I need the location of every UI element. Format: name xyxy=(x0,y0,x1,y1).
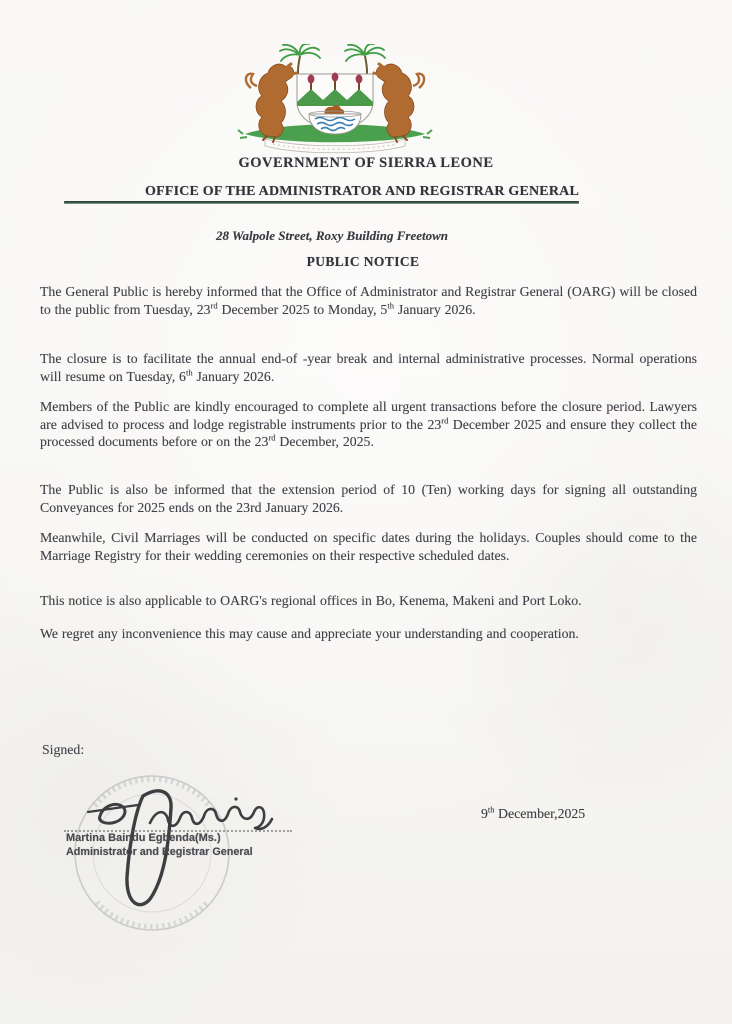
office-address: 28 Walpole Street, Roxy Building Freetown xyxy=(215,228,449,243)
office-heading: OFFICE OF THE ADMINISTRATOR AND REGISTRAR GENERAL xyxy=(144,184,580,199)
heading-underline xyxy=(64,201,579,204)
notice-paragraph: Meanwhile, Civil Marriages will be conducted on specific dates during the holidays. Couples should come to the Marriage Registry for their wedding ceremonies on their respective scheduled dates. xyxy=(40,530,697,563)
notice-paragraph: This notice is also applicable to OARG's regional offices in Bo, Kenema, Makeni and Port Loko. xyxy=(40,593,582,608)
signatory-title: Administrator and Registrar General xyxy=(66,846,253,858)
notice-date: 9th December,2025 xyxy=(481,804,586,821)
notice-paragraph: The Public is also be informed that the extension period of 10 (Ten) working days for signing all outstanding Conveyances for 2025 ends on the 23rd January 2026. xyxy=(40,482,697,515)
coat-of-arms-icon xyxy=(237,44,433,156)
notice-paragraph: Members of the Public are kindly encouraged to complete all urgent transactions before the closure period. Lawyers are advised to process and lodge registrable instruments prior to the 23rd December 2025 and ensure they collect the processed documents before or on the 23rd December, 2025. xyxy=(40,399,697,449)
notice-paragraph: The General Public is hereby informed that the Office of Administrator and Registrar General (OARG) will be closed to the public from Tuesday, 23rd December 2025 to Monday, 5th January 2026. xyxy=(40,284,697,317)
government-heading: GOVERNMENT OF SIERRA LEONE xyxy=(238,155,494,171)
notice-paragraph: We regret any inconvenience this may cause and appreciate your understanding and cooperation. xyxy=(40,626,579,641)
notice-title: PUBLIC NOTICE xyxy=(306,254,420,269)
signatory-name: Martina Baindu Egbenda(Ms.) xyxy=(66,832,221,844)
notice-paragraph: The closure is to facilitate the annual end-of -year break and internal administrative processes. Normal operations will resume on Tuesday, 6th January 2026. xyxy=(40,351,697,384)
signed-label: Signed: xyxy=(42,742,85,757)
zigzag-band xyxy=(297,89,373,106)
